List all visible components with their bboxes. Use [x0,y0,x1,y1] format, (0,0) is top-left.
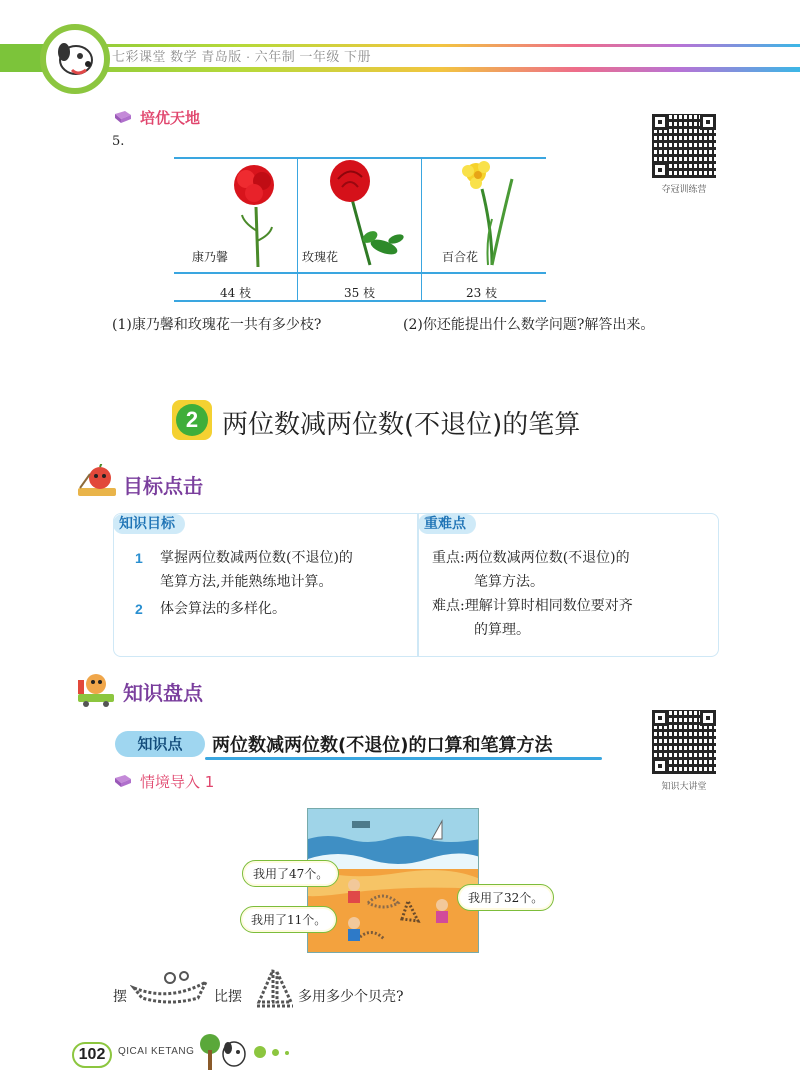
carnation-picture [224,161,284,269]
flower-table [174,157,546,302]
qr-caption-training: 夺冠训练营 [661,185,707,195]
flower-count-rose: 35 枝 [344,286,376,300]
flower-count-lily: 23 枝 [466,286,498,300]
mascot-dog-icon [46,30,104,88]
qr-code-lecture [652,710,716,774]
footer-mascot-icon [198,1030,250,1074]
qr-code-training [652,114,716,178]
count-row-divider [174,272,546,274]
speech-bubble-2: 我用了11个。 [240,906,337,933]
mascot-badge [40,24,110,94]
exercise-number: 5. [112,134,125,149]
decor-dot [254,1046,266,1058]
goal-number: 1 [135,550,143,566]
train-mascot-icon [74,672,118,708]
goal-item-2: 体会算法的多样化。 [160,601,286,617]
decor-dot [285,1051,289,1055]
heading-goals: 目标点击 [123,474,203,498]
question-1: (1)康乃馨和玫瑰花一共有多少枝? [112,317,322,333]
shell-sail-icon [255,966,295,1010]
page-number: 102 [72,1042,112,1068]
flower-name-rose: 玫瑰花 [302,250,339,264]
header-title: 七彩课堂 数学 青岛版 · 六年制 一年级 下册 [112,49,372,64]
knowledge-point-label: 知识点 [115,731,205,757]
goals-divider [417,514,419,656]
lesson-number: 2 [176,404,208,436]
decor-dot [272,1049,279,1056]
section-tag-icon [113,774,133,788]
key-point-text: 重点:两位数减两位数(不退位)的 笔算方法。 难点:理解计算时相同数位要对齐 的算理。 [432,550,633,638]
footer-brand: QICAI KETANG [118,1046,195,1057]
flower-name-carnation: 康乃馨 [192,250,229,264]
pill-knowledge-goal: 知识目标 [113,514,185,534]
speech-bubble-3: 我用了32个。 [457,884,554,911]
qr-caption-lecture: 知识大讲堂 [661,782,707,792]
shell-boat-icon [130,968,210,1008]
question-2: (2)你还能提出什么数学问题?解答出来。 [403,317,655,333]
question-prefix: 摆 [113,989,127,1005]
knowledge-point-underline [205,757,602,760]
apple-mascot-icon [76,464,118,500]
question-middle: 比摆 [214,989,242,1005]
flower-count-carnation: 44 枝 [220,286,252,300]
goal-number: 2 [135,601,143,617]
knowledge-point-title: 两位数减两位数(不退位)的口算和笔算方法 [212,735,553,756]
rose-picture [324,159,420,269]
section-tag-icon [113,110,133,124]
pill-key-points: 重难点 [418,514,476,534]
speech-bubble-1: 我用了47个。 [242,860,339,887]
heading-knowledge: 知识盘点 [123,681,203,705]
flower-name-lily: 百合花 [442,250,479,264]
goal-item-1: 掌握两位数减两位数(不退位)的 笔算方法,并能熟练地计算。 [160,550,353,590]
section-title-peiyou: 培优天地 [140,109,201,127]
scenario-title: 情境导入 1 [140,773,215,791]
question-suffix: 多用多少个贝壳? [298,989,404,1005]
lesson-title: 两位数减两位数(不退位)的笔算 [222,410,581,440]
